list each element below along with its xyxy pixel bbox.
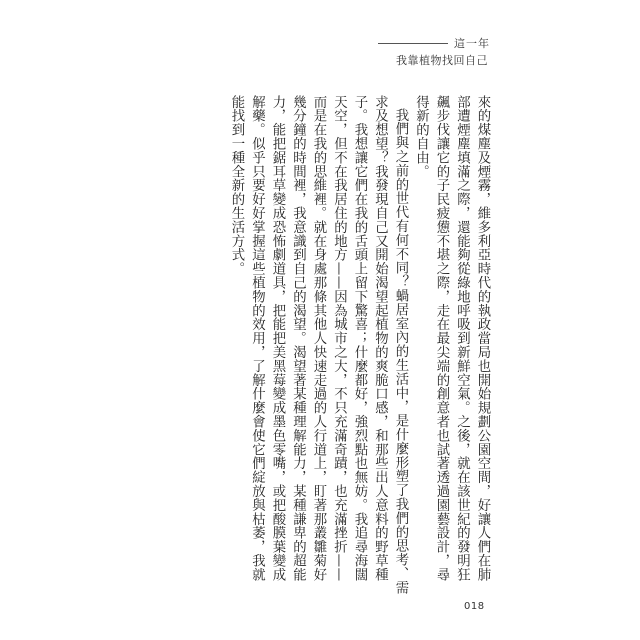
running-header-subtitle: 我靠植物找回自己 bbox=[396, 54, 488, 67]
running-header-chapter: 這一年 bbox=[454, 37, 490, 50]
body-text bbox=[229, 95, 492, 595]
paragraph: 我們與之前的世代有何不同？蝸居室內的生活中，是什麼形塑了我們的思考、需求及想望？我發現自己又開始渴望起植物的爽脆口感，和那些出人意料的野草種子。我想讓它們在我的舌頭上留下驚喜；什麼都好，強烈點也無妨。我追尋海闊天空，但不在我居住的地方——因為城市之大，不只充滿奇蹟，也充滿挫折——而是在我的思維裡。就在身處那條其他人快速走過的人行道上，盯著那叢雛菊好幾分鐘的時間裡，我意識到自己的渴望。渴望著某種理解能力，某種謙卑的超能力，能把鋸耳草變成恐怖劇道具，把能把美黑莓變成墨色零嘴，或把酸膜葉變成解藥。似乎只要好好掌握這些植物的效用，了解什麼會使它們綻放與枯萎，我就能找到一種全新的生活方式。 bbox=[229, 95, 408, 595]
page-number: 018 bbox=[464, 601, 485, 612]
header-rule bbox=[378, 43, 448, 44]
paragraph: 來的煤塵及煙霧，維多利亞時代的執政當局也開始規劃公園空間，好讓人們在肺部遭煙塵填滿之際，還能夠從綠地呼吸到新鮮空氣。之後，就在該世紀的發明狂飆步伐讓它的子民疲憊不堪之際，走在最尖端的創意者也試著透過園藝設計，尋得新的自由。 bbox=[413, 95, 490, 582]
